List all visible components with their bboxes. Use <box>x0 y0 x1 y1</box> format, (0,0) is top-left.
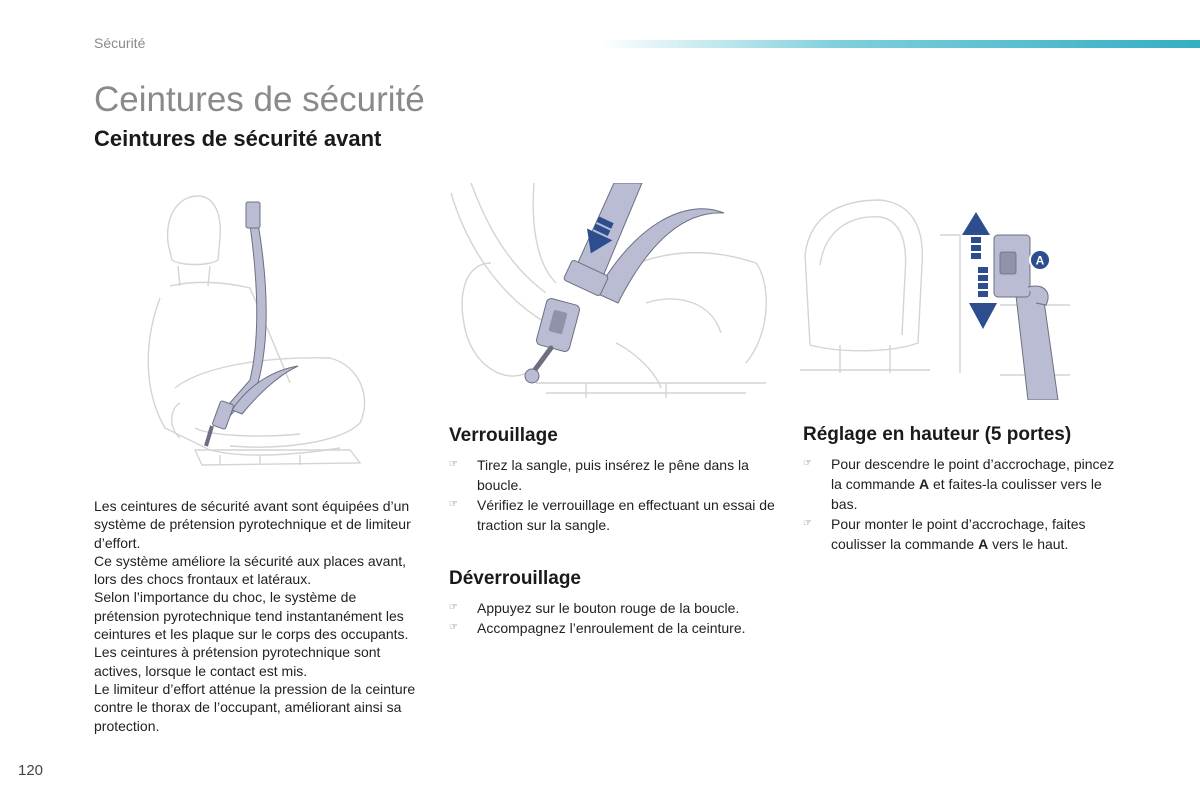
section-verrouillage <box>449 425 784 535</box>
intro-paragraph: Selon l’importance du choc, le système de prétension pyrotechnique tend instantanément les ceintures et les plaque sur le corps des occupants. <box>94 589 409 643</box>
up-down-arrow-icon <box>962 212 997 329</box>
buckle-arrow-icon <box>446 183 776 405</box>
seat-belt-overview-icon <box>140 188 375 473</box>
list-item: ☞ Vérifiez le verrouillage en effectuant un essai de traction sur la sangle. <box>449 497 775 533</box>
list-item: ☞ Accompagnez l’enroulement de la ceinture. <box>449 620 746 636</box>
section-label: Sécurité <box>94 35 146 51</box>
page-number: 120 <box>18 762 44 779</box>
list-item: ☞ Appuyez sur le bouton rouge de la boucle. <box>449 600 740 616</box>
intro-paragraph: Le limiteur d’effort atténue la pression de la ceinture contre le thorax de l’occupant, améliorant ainsi sa protection. <box>94 680 416 734</box>
seat-belt-illustration <box>140 188 375 473</box>
buckle-illustration <box>446 183 776 405</box>
reglage-heading: Réglage en hauteur (5 portes) <box>803 424 1072 445</box>
list-item: ☞ Pour monter le point d’accrochage, faites coulisser la commande A vers le haut. <box>803 516 1086 552</box>
intro-paragraph: Les ceintures à prétension pyrotechnique sont actives, lorsque le contact est mis. <box>94 644 381 679</box>
intro-paragraph: Ce système améliore la sécurité aux places avant, lors des chocs frontaux et latéraux. <box>94 552 407 588</box>
page-title: Ceintures de sécurité <box>94 80 425 119</box>
hand-bullet-icon: ☞ <box>803 518 812 529</box>
deverrouillage-heading: Déverrouillage <box>449 568 581 589</box>
page-subtitle: Ceintures de sécurité avant <box>94 126 382 151</box>
list-item: ☞ Pour descendre le point d’accrochage, pincez la commande A et faites-la coulisser vers le bas. <box>803 456 1115 512</box>
list-item: ☞ Tirez la sangle, puis insérez le pêne dans la boucle. <box>449 457 749 493</box>
height-adjuster-illustration <box>800 195 1070 400</box>
hand-bullet-icon: ☞ <box>449 622 458 633</box>
intro-text <box>94 497 424 735</box>
hand-bullet-icon: ☞ <box>449 459 458 470</box>
height-adjust-arrows-icon <box>800 195 1070 400</box>
intro-paragraph: Les ceintures de sécurité avant sont équipées d’un système de prétension pyrotechnique et de limiteur d’effort. <box>94 498 411 551</box>
hand-bullet-icon: ☞ <box>449 602 458 613</box>
section-reglage-hauteur <box>803 424 1123 554</box>
hand-bullet-icon: ☞ <box>449 499 458 510</box>
section-deverrouillage <box>449 568 784 638</box>
verrouillage-heading: Verrouillage <box>449 425 558 446</box>
control-a-label: A <box>1035 253 1045 268</box>
hand-bullet-icon: ☞ <box>803 458 812 469</box>
header-rule <box>600 40 1200 48</box>
